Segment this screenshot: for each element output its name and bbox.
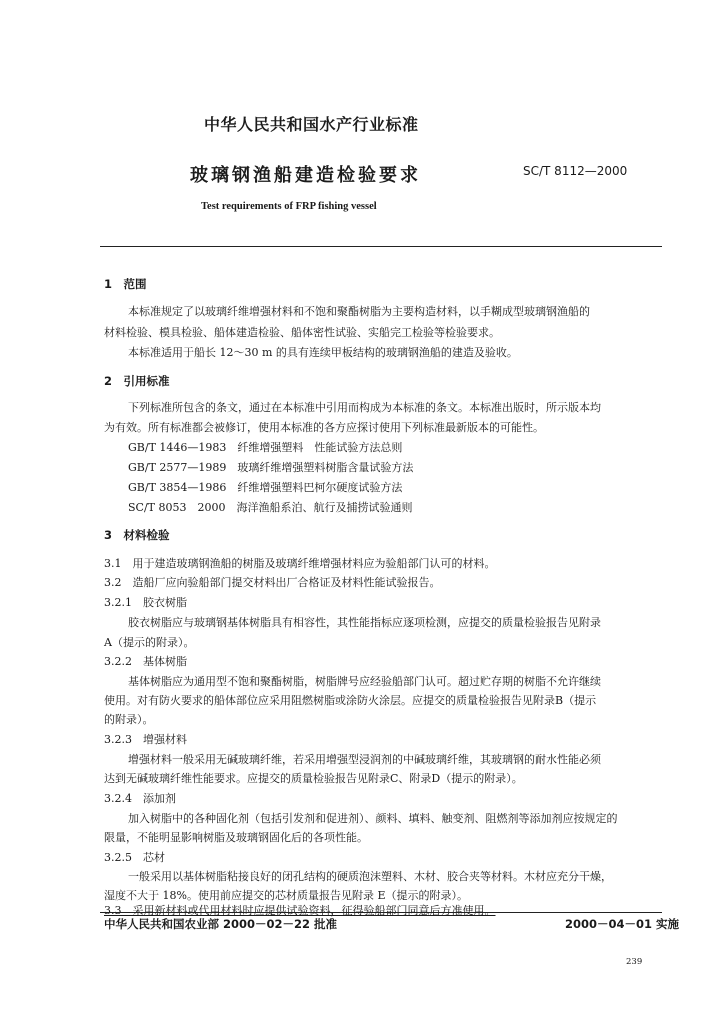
clause-3-3: 3.3 采用新材料或代用材料时应提供试验资料，征得验船部门同意后方准使用。 bbox=[104, 904, 496, 917]
reference-item: SC/T 8053 2000 海洋渔船系泊、航行及捕捞试验通则 bbox=[128, 501, 413, 514]
paragraph-line: 基体树脂应为通用型不饱和聚酯树脂，树脂牌号应经验船部门认可。超过贮存期的树脂不允许继续 bbox=[128, 675, 601, 688]
clause-3-2-5-heading: 3.2.5 芯材 bbox=[104, 851, 165, 864]
paragraph-line: 本标准适用于船长 12～30 m 的具有连续甲板结构的玻璃钢渔船的建造及验收。 bbox=[128, 346, 518, 359]
standard-code: SC/T 8112—2000 bbox=[523, 164, 628, 178]
english-title: Test requirements of FRP fishing vessel bbox=[201, 201, 377, 212]
section-3-heading: 3 材料检验 bbox=[104, 528, 170, 542]
paragraph-line: 增强材料一般采用无碱玻璃纤维，若采用增强型浸润剂的中碱玻璃纤维，其玻璃钢的耐水性能必须 bbox=[128, 753, 601, 766]
paragraph-line: 湿度不大于 18%。使用前应提交的芯材质量报告见附录 E（提示的附录）。 bbox=[104, 889, 468, 902]
reference-item: GB/T 3854—1986 纤维增强塑料巴柯尔硬度试验方法 bbox=[128, 481, 403, 494]
header-divider bbox=[100, 246, 662, 247]
paragraph-line: 胶衣树脂应与玻璃钢基体树脂具有相容性，其性能指标应逐项检测，应提交的质量检验报告见附录 bbox=[128, 616, 601, 629]
clause-3-2-1-heading: 3.2.1 胶衣树脂 bbox=[104, 596, 187, 609]
paragraph-line: 加入树脂中的各种固化剂（包括引发剂和促进剂）、颜料、填料、触变剂、阻燃剂等添加剂应按规定的 bbox=[128, 812, 618, 825]
paragraph-line: 为有效。所有标准都会被修订，使用本标准的各方应探讨使用下列标准最新版本的可能性。 bbox=[104, 421, 544, 434]
paragraph-line: 限量，不能明显影响树脂及玻璃钢固化后的各项性能。 bbox=[104, 831, 368, 844]
paragraph-line: A（提示的附录）。 bbox=[104, 636, 195, 649]
section-1-heading: 1 范围 bbox=[104, 277, 147, 291]
paragraph-line: 本标准规定了以玻璃纤维增强材料和不饱和聚酯树脂为主要构造材料，以手糊成型玻璃钢渔船的 bbox=[128, 305, 590, 318]
paragraph-line: 下列标准所包含的条文，通过在本标准中引用而构成为本标准的条文。本标准出版时，所示版本均 bbox=[128, 401, 601, 414]
implementation-date: 2000－04－01 实施 bbox=[565, 917, 680, 931]
clause-3-2-2-heading: 3.2.2 基体树脂 bbox=[104, 655, 187, 668]
clause-3-2: 3.2 造船厂应向验船部门提交材料出厂合格证及材料性能试验报告。 bbox=[104, 576, 441, 589]
page-number: 239 bbox=[626, 957, 643, 967]
clause-3-1: 3.1 用于建造玻璃钢渔船的树脂及玻璃纤维增强材料应为验船部门认可的材料。 bbox=[104, 557, 496, 570]
paragraph-line: 一般采用以基体树脂粘接良好的闭孔结构的硬质泡沫塑料、木材、胶合夹等材料。木材应充分干燥， bbox=[128, 870, 612, 883]
section-2-heading: 2 引用标准 bbox=[104, 374, 170, 388]
reference-item: GB/T 2577—1989 玻璃纤维增强塑料树脂含量试验方法 bbox=[128, 461, 414, 474]
document-title: 玻璃钢渔船建造检验要求 bbox=[190, 165, 421, 186]
approval-date: 中华人民共和国农业部 2000－02－22 批准 bbox=[104, 917, 338, 931]
footer-divider bbox=[100, 912, 662, 913]
reference-item: GB/T 1446—1983 纤维增强塑料 性能试验方法总则 bbox=[128, 441, 403, 454]
paragraph-line: 材料检验、模具检验、船体建造检验、船体密性试验、实船完工检验等检验要求。 bbox=[104, 326, 500, 339]
clause-3-2-4-heading: 3.2.4 添加剂 bbox=[104, 792, 176, 805]
paragraph-line: 的附录）。 bbox=[104, 713, 154, 726]
paragraph-line: 使用。对有防火要求的船体部位应采用阻燃树脂或涂防火涂层。应提交的质量检验报告见附录B（提示 bbox=[104, 694, 597, 707]
paragraph-line: 达到无碱玻璃纤维性能要求。应提交的质量检验报告见附录C、附录D（提示的附录）。 bbox=[104, 772, 523, 785]
issuing-authority: 中华人民共和国水产行业标准 bbox=[204, 115, 419, 134]
clause-3-2-3-heading: 3.2.3 增强材料 bbox=[104, 733, 187, 746]
